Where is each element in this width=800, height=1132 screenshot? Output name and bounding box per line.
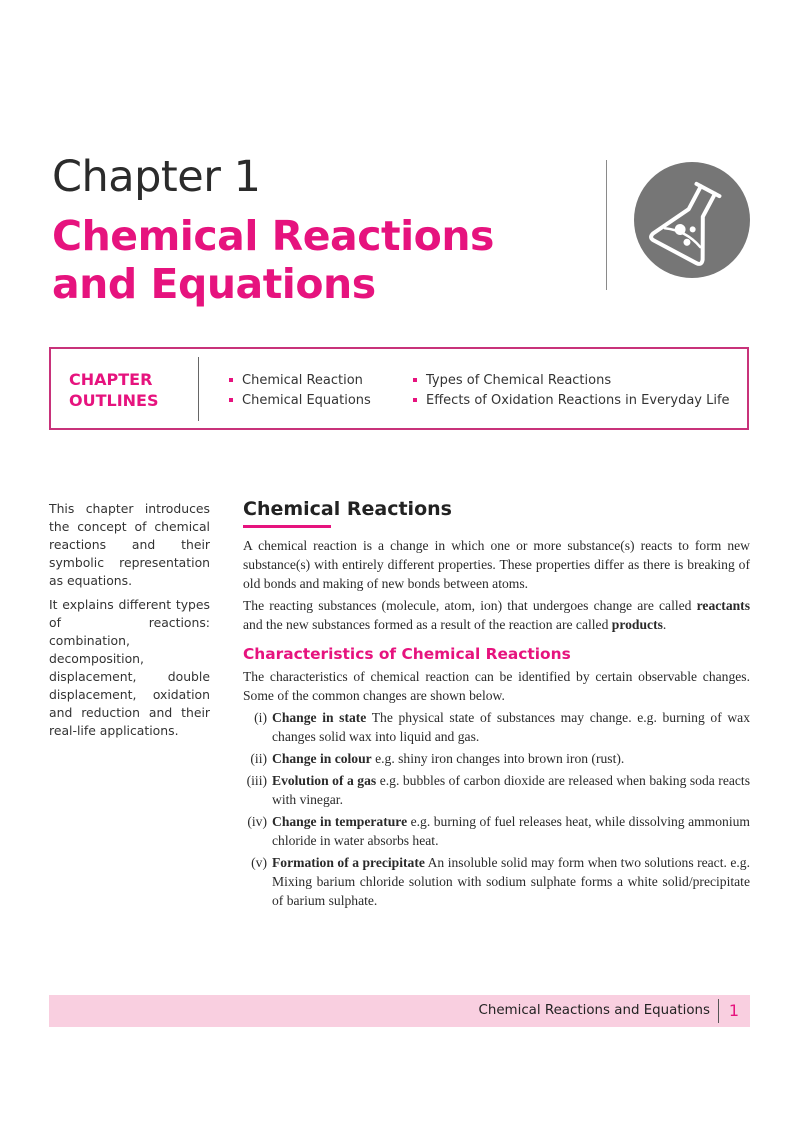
bullet-icon xyxy=(229,378,233,382)
paragraph-text: . xyxy=(662,617,667,632)
page-footer xyxy=(49,995,750,1027)
section-title: Chemical Reactions xyxy=(243,498,452,520)
bullet-icon xyxy=(413,378,417,382)
list-item-text: An insoluble solid may form when two solutions react. e.g. Mixing barium chloride solution with sodium sulphate forms a white solid/precipitate of barium sulphate. xyxy=(272,855,750,908)
outline-heading-line1: CHAPTER xyxy=(69,370,153,389)
section-paragraph-1: A chemical reaction is a change in which one or more substance(s) reacts to form new substance(s) with entirely different properties. These properties differ as there is breaking of old bonds and making of new bonds between atoms. xyxy=(243,538,750,591)
outline-item xyxy=(413,371,730,391)
list-item-term: Change in colour xyxy=(272,751,372,766)
list-item-number: (i) xyxy=(254,710,267,725)
list-item xyxy=(243,749,750,768)
chapter-title-line1: Chemical Reactions xyxy=(52,212,494,260)
outline-column-1 xyxy=(229,371,371,411)
outline-column-2 xyxy=(413,371,730,411)
paragraph-text: and the new substances formed as a result of the reaction are called xyxy=(243,617,612,632)
side-note-paragraph-2: It explains different types of reactions: combination, decomposition, displacement, double displacement, oxidation and reduction and their real-life applications. xyxy=(49,597,210,738)
section-title-underline xyxy=(243,525,331,528)
outline-item-label: Chemical Reaction xyxy=(242,373,363,388)
list-item-text: e.g. bubbles of carbon dioxide are released when baking soda reacts with vinegar. xyxy=(272,773,750,807)
page-number: 1 xyxy=(728,1001,739,1020)
outline-item-label: Chemical Equations xyxy=(242,393,371,408)
subsection-title: Characteristics of Chemical Reactions xyxy=(243,645,571,663)
outline-item-label: Effects of Oxidation Reactions in Everyday Life xyxy=(426,393,730,408)
list-item-number: (iv) xyxy=(247,814,267,829)
header-divider xyxy=(606,160,607,290)
outline-item-label: Types of Chemical Reactions xyxy=(426,373,612,388)
chapter-outline-box xyxy=(49,347,749,430)
term-reactants: reactants xyxy=(696,598,750,613)
list-item-term: Formation of a precipitate xyxy=(272,855,425,870)
chapter-label: Chapter 1 xyxy=(52,152,261,202)
flask-icon xyxy=(634,162,750,278)
outline-separator xyxy=(198,357,199,421)
footer-separator xyxy=(718,999,719,1023)
section-paragraph-2 xyxy=(243,596,750,634)
list-item-number: (v) xyxy=(251,855,267,870)
side-note-paragraph-1: This chapter introduces the concept of chemical reactions and their symbolic representation as equations. xyxy=(49,501,210,588)
term-products: products xyxy=(611,617,663,632)
list-item xyxy=(243,708,750,746)
outline-heading xyxy=(69,369,159,411)
chapter-title xyxy=(52,212,494,308)
list-item xyxy=(243,812,750,850)
subsection-intro: The characteristics of chemical reaction can be identified by certain observable changes. Some of the common changes are shown below. xyxy=(243,669,750,703)
chapter-title-line2: and Equations xyxy=(52,260,376,308)
outline-item xyxy=(229,371,371,391)
list-item-text: e.g. burning of fuel releases heat, while dissolving ammonium chloride in water absorbs heat. xyxy=(272,814,750,848)
characteristics-list xyxy=(243,708,750,910)
list-item-text: The physical state of substances may change. e.g. burning of wax changes solid wax into liquid and gas. xyxy=(272,710,750,744)
outline-heading-line2: OUTLINES xyxy=(69,391,159,410)
list-item-text: e.g. shiny iron changes into brown iron (rust). xyxy=(371,751,625,766)
bullet-icon xyxy=(413,398,417,402)
list-item xyxy=(243,853,750,910)
list-item-number: (iii) xyxy=(246,773,267,788)
outline-item xyxy=(413,391,730,411)
list-item-term: Change in state xyxy=(272,710,367,725)
paragraph-text: The reacting substances (molecule, atom, ion) that undergoes change are called xyxy=(243,598,697,613)
side-note xyxy=(49,500,210,746)
list-item-term: Change in temperature xyxy=(272,814,408,829)
list-item-number: (ii) xyxy=(250,751,267,766)
main-content xyxy=(243,498,750,913)
outline-item xyxy=(229,391,371,411)
list-item xyxy=(243,771,750,809)
bullet-icon xyxy=(229,398,233,402)
footer-running-title: Chemical Reactions and Equations xyxy=(478,1003,710,1018)
list-item-term: Evolution of a gas xyxy=(272,773,377,788)
